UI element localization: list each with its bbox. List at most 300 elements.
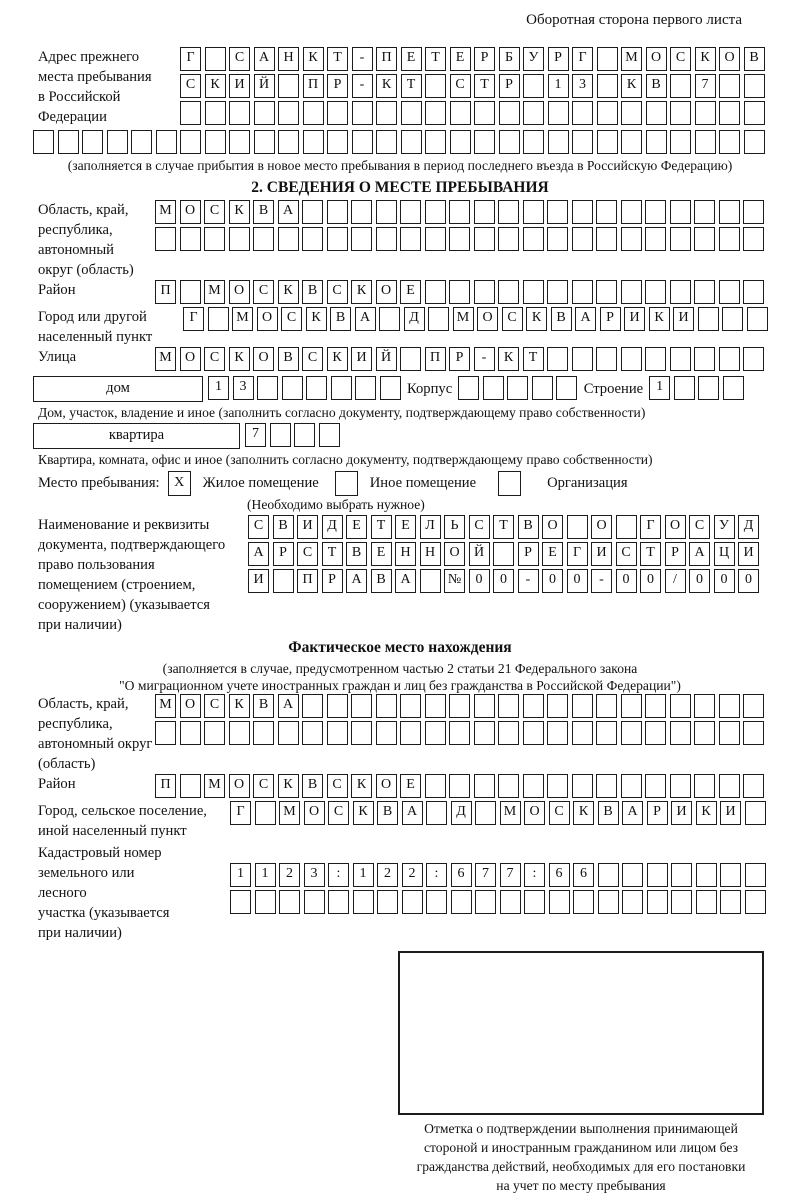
grid-cell[interactable] <box>229 130 250 154</box>
grid-cell[interactable] <box>719 101 740 125</box>
grid-cell[interactable] <box>450 101 471 125</box>
grid-cell[interactable] <box>425 227 446 251</box>
grid-cell[interactable] <box>205 47 226 71</box>
grid-cell[interactable] <box>204 721 225 745</box>
grid-cell[interactable] <box>352 101 373 125</box>
grid-cell[interactable] <box>671 890 692 914</box>
grid-cell[interactable]: К <box>229 200 250 224</box>
grid-cell[interactable]: 6 <box>573 863 594 887</box>
grid-cell[interactable]: Н <box>395 542 416 566</box>
grid-cell[interactable] <box>671 863 692 887</box>
grid-cell[interactable]: 0 <box>567 569 588 593</box>
grid-cell[interactable]: К <box>695 47 716 71</box>
grid-cell[interactable]: С <box>502 307 523 331</box>
grid-cell[interactable] <box>597 101 618 125</box>
grid-cell[interactable]: 0 <box>469 569 490 593</box>
grid-cell[interactable] <box>498 280 519 304</box>
grid-cell[interactable]: № <box>444 569 465 593</box>
grid-cell[interactable]: Т <box>401 74 422 98</box>
grid-cell[interactable] <box>425 721 446 745</box>
grid-cell[interactable] <box>376 721 397 745</box>
grid-cell[interactable] <box>278 101 299 125</box>
grid-cell[interactable]: 7 <box>475 863 496 887</box>
grid-cell[interactable] <box>670 101 691 125</box>
grid-cell[interactable]: Т <box>371 515 392 539</box>
grid-cell[interactable]: М <box>204 774 225 798</box>
grid-cell[interactable]: В <box>253 694 274 718</box>
grid-cell[interactable] <box>547 721 568 745</box>
grid-cell[interactable] <box>548 130 569 154</box>
grid-cell[interactable] <box>306 376 327 400</box>
grid-cell[interactable]: А <box>278 200 299 224</box>
grid-cell[interactable]: В <box>518 515 539 539</box>
grid-cell[interactable]: Й <box>376 347 397 371</box>
grid-cell[interactable] <box>743 347 764 371</box>
grid-cell[interactable] <box>400 227 421 251</box>
grid-cell[interactable] <box>254 130 275 154</box>
grid-cell[interactable]: 0 <box>493 569 514 593</box>
grid-cell[interactable] <box>380 376 401 400</box>
grid-cell[interactable]: : <box>524 863 545 887</box>
grid-cell[interactable]: А <box>278 694 299 718</box>
grid-cell[interactable] <box>498 227 519 251</box>
grid-cell[interactable] <box>425 694 446 718</box>
grid-cell[interactable] <box>548 101 569 125</box>
grid-cell[interactable] <box>155 721 176 745</box>
grid-cell[interactable]: К <box>229 694 250 718</box>
grid-cell[interactable] <box>744 74 765 98</box>
grid-cell[interactable] <box>376 694 397 718</box>
grid-cell[interactable]: Г <box>640 515 661 539</box>
grid-cell[interactable] <box>204 227 225 251</box>
grid-cell[interactable] <box>327 721 348 745</box>
grid-cell[interactable] <box>645 721 666 745</box>
grid-cell[interactable]: К <box>621 74 642 98</box>
grid-cell[interactable] <box>253 721 274 745</box>
grid-cell[interactable]: У <box>714 515 735 539</box>
grid-cell[interactable]: М <box>279 801 300 825</box>
grid-cell[interactable]: О <box>591 515 612 539</box>
grid-cell[interactable]: О <box>180 200 201 224</box>
grid-cell[interactable]: С <box>616 542 637 566</box>
grid-cell[interactable]: Р <box>273 542 294 566</box>
grid-cell[interactable] <box>180 774 201 798</box>
grid-cell[interactable]: В <box>302 280 323 304</box>
grid-cell[interactable]: Ц <box>714 542 735 566</box>
grid-cell[interactable] <box>303 101 324 125</box>
grid-cell[interactable] <box>230 890 251 914</box>
grid-cell[interactable]: К <box>327 347 348 371</box>
grid-cell[interactable] <box>253 227 274 251</box>
grid-cell[interactable]: А <box>622 801 643 825</box>
grid-cell[interactable]: 0 <box>738 569 759 593</box>
grid-cell[interactable] <box>327 130 348 154</box>
grid-cell[interactable] <box>401 101 422 125</box>
grid-cell[interactable] <box>621 694 642 718</box>
grid-cell[interactable]: М <box>155 347 176 371</box>
grid-cell[interactable] <box>596 721 617 745</box>
grid-cell[interactable]: 1 <box>548 74 569 98</box>
grid-cell[interactable]: Р <box>474 47 495 71</box>
grid-cell[interactable] <box>597 130 618 154</box>
grid-cell[interactable]: В <box>302 774 323 798</box>
grid-cell[interactable]: М <box>453 307 474 331</box>
grid-cell[interactable] <box>694 280 715 304</box>
grid-cell[interactable] <box>402 890 423 914</box>
grid-cell[interactable] <box>355 376 376 400</box>
grid-cell[interactable]: Г <box>572 47 593 71</box>
grid-cell[interactable] <box>719 694 740 718</box>
grid-cell[interactable]: И <box>229 74 250 98</box>
grid-cell[interactable]: П <box>297 569 318 593</box>
grid-cell[interactable] <box>743 227 764 251</box>
grid-cell[interactable]: М <box>155 694 176 718</box>
grid-cell[interactable]: Р <box>322 569 343 593</box>
grid-cell[interactable] <box>645 694 666 718</box>
grid-cell[interactable]: С <box>204 694 225 718</box>
grid-cell[interactable] <box>744 130 765 154</box>
grid-cell[interactable]: Д <box>322 515 343 539</box>
grid-cell[interactable]: И <box>673 307 694 331</box>
grid-cell[interactable] <box>698 307 719 331</box>
grid-cell[interactable]: О <box>229 280 250 304</box>
grid-cell[interactable]: Т <box>640 542 661 566</box>
grid-cell[interactable]: Е <box>371 542 392 566</box>
grid-cell[interactable]: 0 <box>542 569 563 593</box>
grid-cell[interactable] <box>294 423 315 447</box>
grid-cell[interactable] <box>573 890 594 914</box>
grid-cell[interactable]: К <box>573 801 594 825</box>
grid-cell[interactable]: В <box>646 74 667 98</box>
grid-cell[interactable] <box>351 694 372 718</box>
grid-cell[interactable] <box>507 376 528 400</box>
grid-cell[interactable]: - <box>352 47 373 71</box>
grid-cell[interactable]: О <box>304 801 325 825</box>
grid-cell[interactable]: 3 <box>233 376 254 400</box>
grid-cell[interactable]: Л <box>420 515 441 539</box>
grid-cell[interactable] <box>205 130 226 154</box>
grid-cell[interactable]: 1 <box>208 376 229 400</box>
grid-cell[interactable]: Д <box>738 515 759 539</box>
grid-cell[interactable] <box>572 280 593 304</box>
grid-cell[interactable] <box>622 890 643 914</box>
grid-cell[interactable]: А <box>346 569 367 593</box>
grid-cell[interactable] <box>523 694 544 718</box>
grid-cell[interactable]: Н <box>278 47 299 71</box>
grid-cell[interactable] <box>351 721 372 745</box>
grid-cell[interactable] <box>498 721 519 745</box>
grid-cell[interactable]: Т <box>523 347 544 371</box>
grid-cell[interactable]: Н <box>420 542 441 566</box>
grid-cell[interactable] <box>351 200 372 224</box>
grid-cell[interactable]: В <box>278 347 299 371</box>
grid-cell[interactable] <box>572 130 593 154</box>
grid-cell[interactable]: К <box>278 280 299 304</box>
grid-cell[interactable] <box>674 376 695 400</box>
grid-cell[interactable] <box>474 200 495 224</box>
grid-cell[interactable] <box>449 200 470 224</box>
grid-cell[interactable]: 2 <box>402 863 423 887</box>
grid-cell[interactable]: Й <box>254 74 275 98</box>
grid-cell[interactable] <box>547 280 568 304</box>
grid-cell[interactable] <box>695 101 716 125</box>
grid-cell[interactable]: С <box>327 280 348 304</box>
grid-cell[interactable] <box>425 774 446 798</box>
grid-cell[interactable] <box>180 721 201 745</box>
grid-cell[interactable] <box>745 863 766 887</box>
grid-cell[interactable]: В <box>253 200 274 224</box>
grid-cell[interactable]: И <box>248 569 269 593</box>
grid-cell[interactable] <box>451 890 472 914</box>
grid-cell[interactable]: У <box>523 47 544 71</box>
grid-cell[interactable] <box>596 227 617 251</box>
grid-cell[interactable]: 1 <box>353 863 374 887</box>
grid-cell[interactable] <box>596 694 617 718</box>
grid-cell[interactable]: Т <box>474 74 495 98</box>
grid-cell[interactable]: К <box>278 774 299 798</box>
grid-cell[interactable]: Р <box>327 74 348 98</box>
grid-cell[interactable] <box>670 347 691 371</box>
grid-cell[interactable] <box>400 694 421 718</box>
grid-cell[interactable] <box>180 101 201 125</box>
grid-cell[interactable]: 6 <box>451 863 472 887</box>
grid-cell[interactable]: И <box>738 542 759 566</box>
grid-cell[interactable] <box>719 130 740 154</box>
grid-cell[interactable]: С <box>327 774 348 798</box>
grid-cell[interactable]: К <box>353 801 374 825</box>
grid-cell[interactable] <box>645 227 666 251</box>
grid-cell[interactable]: С <box>229 47 250 71</box>
grid-cell[interactable] <box>523 227 544 251</box>
grid-cell[interactable] <box>621 200 642 224</box>
grid-cell[interactable] <box>719 280 740 304</box>
grid-cell[interactable]: А <box>254 47 275 71</box>
grid-cell[interactable] <box>400 200 421 224</box>
grid-cell[interactable]: М <box>500 801 521 825</box>
grid-cell[interactable] <box>156 130 177 154</box>
grid-cell[interactable] <box>474 721 495 745</box>
grid-cell[interactable] <box>719 200 740 224</box>
grid-cell[interactable]: Т <box>322 542 343 566</box>
grid-cell[interactable] <box>180 280 201 304</box>
grid-cell[interactable] <box>647 863 668 887</box>
grid-cell[interactable]: К <box>306 307 327 331</box>
grid-cell[interactable]: Г <box>183 307 204 331</box>
grid-cell[interactable] <box>278 227 299 251</box>
apartment-field-box[interactable]: квартира <box>33 423 240 449</box>
grid-cell[interactable]: А <box>402 801 423 825</box>
grid-cell[interactable]: О <box>376 774 397 798</box>
grid-cell[interactable] <box>523 721 544 745</box>
grid-cell[interactable] <box>327 227 348 251</box>
grid-cell[interactable]: С <box>450 74 471 98</box>
grid-cell[interactable] <box>499 101 520 125</box>
grid-cell[interactable]: В <box>371 569 392 593</box>
grid-cell[interactable]: Г <box>230 801 251 825</box>
grid-cell[interactable] <box>695 130 716 154</box>
grid-cell[interactable]: Е <box>401 47 422 71</box>
grid-cell[interactable] <box>572 101 593 125</box>
grid-cell[interactable] <box>449 694 470 718</box>
grid-cell[interactable] <box>180 130 201 154</box>
checkbox-other-premises[interactable] <box>335 471 358 496</box>
grid-cell[interactable] <box>696 863 717 887</box>
grid-cell[interactable] <box>670 227 691 251</box>
grid-cell[interactable] <box>208 307 229 331</box>
grid-cell[interactable]: К <box>351 280 372 304</box>
grid-cell[interactable]: 0 <box>640 569 661 593</box>
grid-cell[interactable]: Г <box>180 47 201 71</box>
grid-cell[interactable]: П <box>155 774 176 798</box>
grid-cell[interactable] <box>131 130 152 154</box>
grid-cell[interactable]: В <box>598 801 619 825</box>
grid-cell[interactable] <box>282 376 303 400</box>
grid-cell[interactable]: В <box>551 307 572 331</box>
grid-cell[interactable] <box>572 774 593 798</box>
grid-cell[interactable]: В <box>744 47 765 71</box>
grid-cell[interactable]: О <box>477 307 498 331</box>
grid-cell[interactable] <box>523 280 544 304</box>
grid-cell[interactable] <box>523 774 544 798</box>
grid-cell[interactable]: С <box>180 74 201 98</box>
grid-cell[interactable] <box>597 74 618 98</box>
grid-cell[interactable]: 2 <box>377 863 398 887</box>
grid-cell[interactable] <box>670 74 691 98</box>
grid-cell[interactable] <box>428 307 449 331</box>
grid-cell[interactable]: С <box>253 280 274 304</box>
grid-cell[interactable] <box>745 801 766 825</box>
grid-cell[interactable] <box>547 347 568 371</box>
grid-cell[interactable] <box>743 280 764 304</box>
grid-cell[interactable] <box>698 376 719 400</box>
grid-cell[interactable]: Т <box>493 515 514 539</box>
grid-cell[interactable]: С <box>689 515 710 539</box>
grid-cell[interactable] <box>572 694 593 718</box>
grid-cell[interactable] <box>572 227 593 251</box>
grid-cell[interactable]: М <box>155 200 176 224</box>
grid-cell[interactable] <box>670 694 691 718</box>
grid-cell[interactable] <box>255 801 276 825</box>
grid-cell[interactable]: Р <box>449 347 470 371</box>
grid-cell[interactable] <box>523 74 544 98</box>
grid-cell[interactable] <box>255 890 276 914</box>
grid-cell[interactable] <box>572 200 593 224</box>
grid-cell[interactable]: С <box>328 801 349 825</box>
grid-cell[interactable]: - <box>474 347 495 371</box>
grid-cell[interactable] <box>449 721 470 745</box>
grid-cell[interactable] <box>449 227 470 251</box>
grid-cell[interactable] <box>425 280 446 304</box>
grid-cell[interactable]: О <box>257 307 278 331</box>
grid-cell[interactable]: А <box>575 307 596 331</box>
grid-cell[interactable]: А <box>689 542 710 566</box>
grid-cell[interactable] <box>547 694 568 718</box>
grid-cell[interactable]: И <box>720 801 741 825</box>
grid-cell[interactable]: 0 <box>689 569 710 593</box>
grid-cell[interactable] <box>376 227 397 251</box>
grid-cell[interactable]: Р <box>600 307 621 331</box>
grid-cell[interactable]: Ь <box>444 515 465 539</box>
grid-cell[interactable] <box>572 347 593 371</box>
grid-cell[interactable]: Р <box>499 74 520 98</box>
grid-cell[interactable]: С <box>204 200 225 224</box>
grid-cell[interactable] <box>229 227 250 251</box>
grid-cell[interactable] <box>523 130 544 154</box>
grid-cell[interactable] <box>270 423 291 447</box>
grid-cell[interactable] <box>425 130 446 154</box>
grid-cell[interactable] <box>425 200 446 224</box>
grid-cell[interactable] <box>532 376 553 400</box>
grid-cell[interactable] <box>596 200 617 224</box>
grid-cell[interactable] <box>743 721 764 745</box>
checkbox-residential[interactable]: X <box>168 471 191 496</box>
grid-cell[interactable]: И <box>591 542 612 566</box>
grid-cell[interactable] <box>254 101 275 125</box>
grid-cell[interactable] <box>622 863 643 887</box>
grid-cell[interactable]: : <box>426 863 447 887</box>
grid-cell[interactable]: 3 <box>304 863 325 887</box>
grid-cell[interactable] <box>596 347 617 371</box>
grid-cell[interactable] <box>449 774 470 798</box>
grid-cell[interactable]: А <box>355 307 376 331</box>
grid-cell[interactable]: В <box>330 307 351 331</box>
grid-cell[interactable] <box>257 376 278 400</box>
grid-cell[interactable] <box>719 347 740 371</box>
grid-cell[interactable] <box>379 307 400 331</box>
grid-cell[interactable] <box>499 130 520 154</box>
grid-cell[interactable]: Т <box>327 47 348 71</box>
grid-cell[interactable]: Й <box>469 542 490 566</box>
grid-cell[interactable] <box>723 376 744 400</box>
grid-cell[interactable] <box>524 890 545 914</box>
grid-cell[interactable] <box>647 890 668 914</box>
grid-cell[interactable] <box>523 200 544 224</box>
grid-cell[interactable] <box>719 74 740 98</box>
grid-cell[interactable] <box>616 515 637 539</box>
grid-cell[interactable] <box>646 130 667 154</box>
grid-cell[interactable]: Р <box>518 542 539 566</box>
grid-cell[interactable] <box>743 200 764 224</box>
grid-cell[interactable]: О <box>180 347 201 371</box>
grid-cell[interactable] <box>498 774 519 798</box>
grid-cell[interactable] <box>549 890 570 914</box>
grid-cell[interactable] <box>694 694 715 718</box>
grid-cell[interactable] <box>205 101 226 125</box>
grid-cell[interactable]: С <box>297 542 318 566</box>
grid-cell[interactable]: Р <box>647 801 668 825</box>
grid-cell[interactable]: Е <box>400 280 421 304</box>
grid-cell[interactable]: С <box>469 515 490 539</box>
grid-cell[interactable] <box>596 774 617 798</box>
grid-cell[interactable] <box>646 101 667 125</box>
grid-cell[interactable] <box>621 227 642 251</box>
grid-cell[interactable] <box>426 890 447 914</box>
grid-cell[interactable] <box>475 801 496 825</box>
grid-cell[interactable]: К <box>696 801 717 825</box>
grid-cell[interactable] <box>547 774 568 798</box>
grid-cell[interactable]: 0 <box>714 569 735 593</box>
grid-cell[interactable]: К <box>303 47 324 71</box>
grid-cell[interactable] <box>670 130 691 154</box>
grid-cell[interactable] <box>82 130 103 154</box>
grid-cell[interactable] <box>567 515 588 539</box>
grid-cell[interactable] <box>694 721 715 745</box>
grid-cell[interactable] <box>572 721 593 745</box>
grid-cell[interactable] <box>376 130 397 154</box>
grid-cell[interactable] <box>474 280 495 304</box>
grid-cell[interactable] <box>694 774 715 798</box>
grid-cell[interactable]: В <box>346 542 367 566</box>
